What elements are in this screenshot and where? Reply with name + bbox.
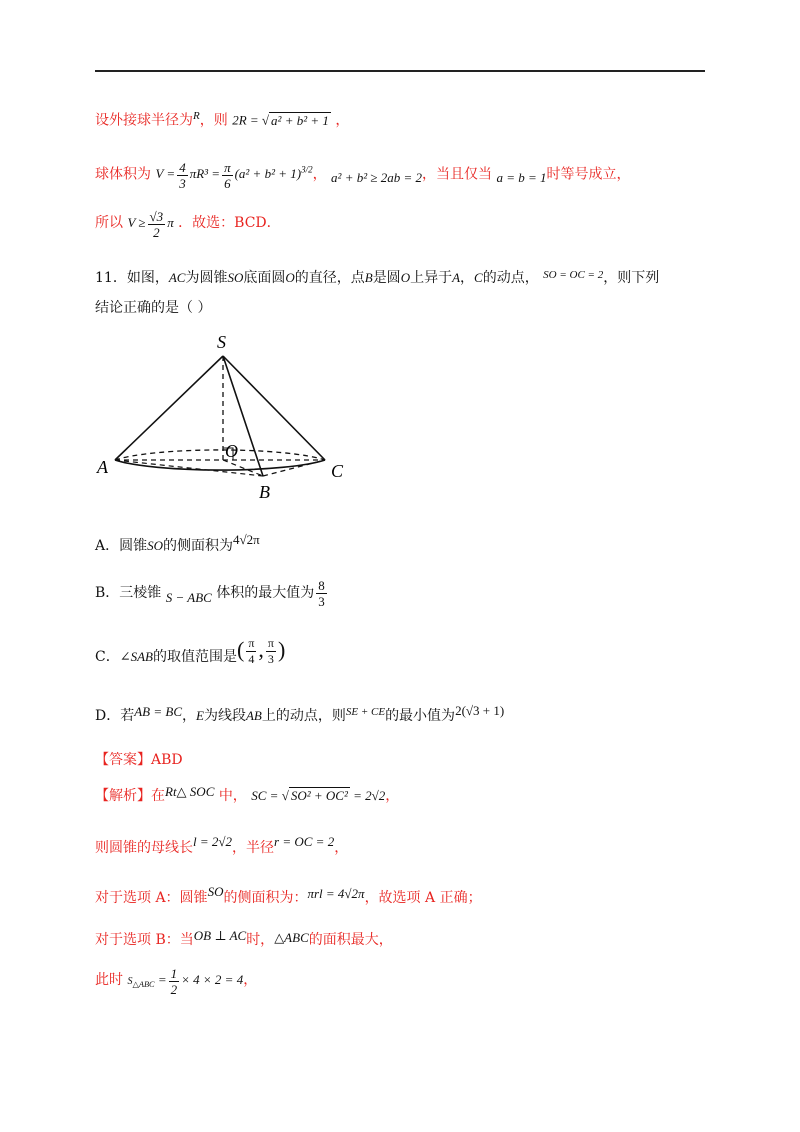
math-volume-bound: V ≥ $\frac{√3}{2}$ π (127, 208, 174, 240)
text: 的取值范围是 (153, 649, 237, 665)
math-slant: l = 2√2 (193, 834, 233, 849)
math-lateral-area: 4√2π (233, 532, 260, 547)
text: 是圆 (372, 270, 401, 286)
math-radius: r = OC = 2 (274, 834, 335, 849)
math-condition: a = b = 1 (496, 170, 547, 186)
base-ellipse-back (115, 450, 325, 460)
math-triangle: Rt△ SOC (165, 784, 215, 799)
text: 的侧面积为 (163, 538, 234, 554)
solution-line-radius (95, 106, 349, 131)
text: 的直径，点 (294, 270, 365, 286)
text: 此时 (95, 972, 123, 988)
text: ， (243, 972, 258, 988)
text: D．若 (95, 708, 135, 724)
math-perpendicular: OB ⊥ AC (193, 928, 247, 943)
text: B．三棱锥 (95, 585, 162, 601)
math-max-volume: $\frac{8}{3}$ (318, 577, 325, 609)
label-c: C (331, 461, 344, 481)
cone-figure (95, 330, 355, 505)
text: ，故选项 A 正确； (364, 890, 482, 906)
text: 体积的最大值为 (216, 585, 315, 601)
answer-line: 【答案】ABD (95, 752, 183, 768)
text: 所以 (95, 215, 123, 231)
math-so: SO (147, 538, 164, 553)
math-ac: AC (168, 270, 186, 285)
option-c (95, 634, 285, 674)
text: 上的动点，则 (261, 708, 346, 724)
question-11-line-1 (95, 268, 659, 289)
math-inequality: a² + b² ≥ 2ab = 2 (331, 170, 423, 186)
option-b (95, 576, 329, 610)
text: 则圆锥的母线长 (95, 840, 193, 856)
chord-ab (115, 460, 263, 476)
text: A．圆锥 (95, 538, 148, 554)
math-a: A (452, 270, 461, 285)
text: 对于选项 B：当 (95, 932, 194, 948)
text: 为线段 (203, 708, 246, 724)
label-s: S (217, 332, 226, 352)
generator-sa (115, 356, 223, 460)
text: 为圆锥 (185, 270, 228, 286)
text: 底面圆 (243, 270, 286, 286)
math-so: SO (227, 270, 244, 285)
analysis-line-1 (95, 786, 399, 806)
solution-line-conclusion (95, 205, 281, 241)
text: 的侧面积为： (223, 890, 308, 906)
analysis-line-3 (95, 884, 482, 908)
label-b: B (259, 482, 270, 502)
text: ， (385, 788, 400, 804)
text: ，则 (199, 112, 228, 129)
math-c: C (474, 270, 483, 285)
option-a (95, 532, 260, 556)
text: 设外接球半径为 (95, 112, 193, 129)
analysis-line-5 (95, 962, 257, 998)
math-sum: SE + CE (345, 706, 386, 718)
math-condition: AB = BC (134, 704, 183, 719)
generator-sc (223, 356, 325, 460)
math-condition: SO = OC = 2 (543, 269, 604, 281)
text: ．故选：BCD． (178, 215, 281, 231)
label-a: A (97, 457, 108, 477)
text: 时， (246, 932, 275, 948)
text: 球体积为 (95, 166, 151, 183)
math-o: O (285, 270, 295, 285)
math-min-value: 2(√3 + 1) (455, 703, 505, 718)
text: 【解析】在 (95, 788, 165, 804)
question-11-line-2: 结论正确的是（ ） (95, 300, 212, 316)
math-ab: AB (245, 708, 262, 723)
math-lateral-area: πrl = 4√2π (307, 886, 365, 901)
math-area: $S_{\triangle ABC}$ = $\frac{1}{2}$ × 4 × 2 = 4 (127, 965, 244, 997)
math-sc: SC = √ SO² + OC² = 2√2 (251, 788, 386, 803)
analysis-line-4 (95, 930, 393, 950)
text: 对于选项 A：圆锥 (95, 890, 208, 906)
math-e: E (196, 708, 204, 723)
text: ， (460, 270, 475, 286)
text: ， (182, 708, 197, 724)
math-so: SO (207, 884, 224, 899)
text: 中， (218, 788, 247, 804)
text: 时等号成立， (546, 166, 631, 183)
header-rule (95, 70, 705, 72)
math-volume-equation: V = $\frac{4}{3}$ πR³ = $\frac{\pi}{6}$ $(a^2 + b^2 + 1)^{3/2}$ (155, 159, 313, 191)
math-2r-equation: 2R = √ a² + b² + 1 (232, 112, 329, 128)
text: 11．如图， (95, 270, 169, 286)
math-r: R (193, 110, 200, 122)
math-b: B (364, 270, 373, 285)
text: 的动点， (482, 270, 539, 286)
text: ， (312, 166, 327, 183)
analysis-line-2 (95, 834, 349, 858)
math-o: O (400, 270, 411, 285)
text: ，当且仅当 (422, 166, 493, 183)
text: 上异于 (410, 270, 453, 286)
math-angle: ∠SAB (119, 649, 153, 664)
text: ，则下列 (603, 270, 660, 286)
text: C． (95, 649, 120, 665)
text: ，半径 (232, 840, 275, 856)
math-triangle: △ABC (274, 930, 309, 945)
text: ， (335, 112, 350, 129)
text: ， (334, 840, 349, 856)
math-pyramid: S − ABC (165, 590, 212, 605)
option-d (95, 703, 505, 727)
label-o: O (225, 441, 238, 461)
math-interval: ( $\frac{\pi}{4}$ , $\frac{\pi}{3}$ ) (237, 636, 286, 667)
solution-line-volume (95, 152, 631, 191)
text: 的最小值为 (385, 708, 456, 724)
text: 的面积最大， (308, 932, 393, 948)
